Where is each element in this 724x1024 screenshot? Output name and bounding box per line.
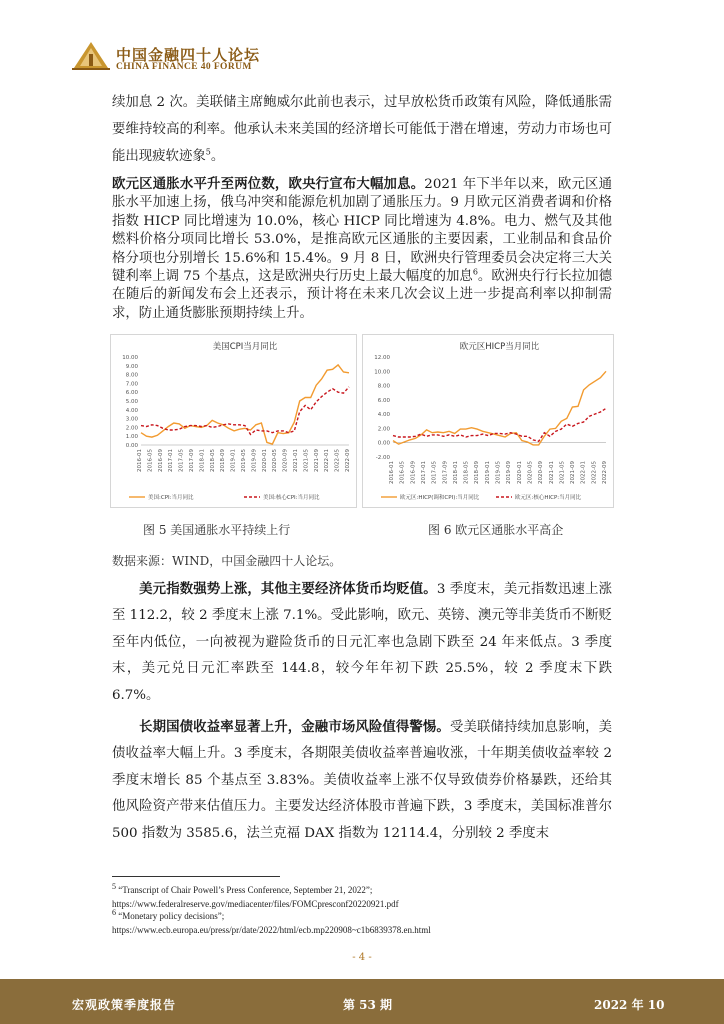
legend-label: 美国:CPI:当月同比 xyxy=(148,495,194,501)
footnote-6-url[interactable]: https://www.ecb.europa.eu/press/pr/date/2022/html/ecb.mp220908~c1b6839378.en.html xyxy=(112,925,431,935)
x-tick-label: 2020-01 xyxy=(261,449,268,472)
x-tick-label: 2021-09 xyxy=(313,449,320,472)
y-tick-label: 0.00 xyxy=(377,440,390,447)
x-tick-label: 2020-09 xyxy=(538,461,545,484)
y-tick-label: 10.00 xyxy=(122,355,138,361)
y-tick-label: 7.00 xyxy=(125,381,138,388)
y-tick-label: 2.00 xyxy=(125,425,138,432)
x-tick-label: 2016-05 xyxy=(399,461,406,484)
euro-hicp-chart xyxy=(362,334,614,508)
y-tick-label: 8.00 xyxy=(377,383,390,390)
paragraph-treasury-yields: 长期国债收益率显著上升，金融市场风险值得警惕。受美联储持续加息影响，美债收益率大幅上升。3 季度末，各期限美债收益率普遍收涨，十年期美债收益率较 2 季度末增长 85 个基点至 3.83%。美债收益率上涨不仅导致债券价格暴跌，还给其他风险资产带来估值压力。主要发达经济体股市普遍下跌，3 季度末，美国标准普尔 500 指数为 3585.6，法兰克福 DAX 指数为 12114.4，分别较 2 季度末 xyxy=(112,719,613,841)
y-tick-label: 10.00 xyxy=(374,369,390,376)
y-tick-label: 6.00 xyxy=(377,397,390,404)
y-tick-label: 2.00 xyxy=(377,426,390,433)
figure-6-caption: 图 6 欧元区通胀水平高企 xyxy=(428,523,564,537)
y-tick-label: 3.00 xyxy=(125,416,138,423)
page-header xyxy=(0,0,724,80)
x-tick-label: 2018-09 xyxy=(220,449,227,472)
footnote-ref-6[interactable]: 6 xyxy=(472,267,478,277)
x-tick-label: 2016-01 xyxy=(137,449,143,472)
x-tick-label: 2017-01 xyxy=(168,449,175,472)
x-tick-label: 2020-05 xyxy=(527,461,534,484)
x-tick-label: 2018-05 xyxy=(463,461,470,484)
y-tick-label: 0.00 xyxy=(125,443,138,449)
paragraph-heading: 长期国债收益率显著上升，金融市场风险值得警惕。 xyxy=(139,719,450,735)
series-line xyxy=(393,371,606,445)
paragraph-heading: 欧元区通胀水平升至两位数，欧央行宣布大幅加息。 xyxy=(112,176,425,192)
issue-number: 第 53 期 xyxy=(343,998,393,1012)
x-tick-label: 2021-05 xyxy=(303,449,310,472)
legend-label: 欧元区:核心HICP:当月同比 xyxy=(515,495,582,501)
x-tick-label: 2016-05 xyxy=(147,449,154,472)
org-name-cn: 中国金融四十人论坛 xyxy=(116,46,261,64)
page-number: - 4 - xyxy=(352,952,372,963)
x-tick-label: 2019-05 xyxy=(241,449,247,472)
x-tick-label: 2021-01 xyxy=(293,449,299,472)
x-tick-label: 2017-01 xyxy=(420,461,427,484)
series-line xyxy=(141,387,349,435)
x-tick-label: 2017-09 xyxy=(442,461,449,484)
y-tick-label: -2.00 xyxy=(375,455,390,461)
x-tick-label: 2020-05 xyxy=(272,449,279,472)
y-tick-label: 5.00 xyxy=(125,399,138,405)
x-tick-label: 2021-05 xyxy=(559,461,566,484)
x-tick-label: 2020-01 xyxy=(516,461,523,484)
x-tick-label: 2018-09 xyxy=(474,461,481,484)
footnote-5: $^5$ “Transcript of Chair Powell’s Press Conference, September 21, 2022”; xyxy=(112,882,373,895)
forum-logo-icon xyxy=(70,40,112,72)
x-tick-label: 2022-01 xyxy=(324,449,331,472)
x-tick-label: 2018-01 xyxy=(452,461,459,484)
x-tick-label: 2017-09 xyxy=(189,449,195,472)
x-tick-label: 2022-05 xyxy=(334,449,341,472)
legend-label: 美国:核心CPI:当月同比 xyxy=(263,495,320,501)
y-tick-label: 4.00 xyxy=(377,412,390,419)
x-tick-label: 2019-09 xyxy=(506,461,513,484)
x-tick-label: 2022-05 xyxy=(591,461,598,484)
x-tick-label: 2019-05 xyxy=(495,461,502,484)
x-tick-label: 2016-09 xyxy=(157,449,164,472)
x-tick-label: 2019-01 xyxy=(484,461,491,484)
euro-hicp-chart-svg xyxy=(363,335,613,507)
x-tick-label: 2016-09 xyxy=(410,461,417,484)
paragraph-euro-inflation: 欧元区通胀水平升至两位数，欧央行宣布大幅加息。2021 年下半年以来，欧元区通胀水平加速上扬，俄乌冲突和能源危机加剧了通胀压力。9 月欧元区消费者调和价格指数 HICP 同比增速为 10.0%，核心 HICP 同比增速为 4.8%。电力、燃气及其他燃料价格分项同比增长 53.0%，是推高欧元区通胀的主要因素，工业制品和食品价格分项也分别增长 15.6%和 15.4%。9 月 8 日，欧洲央行管理委员会决定将三大关键利率上调 75 个基点，这是欧洲央行历史上最大幅度的加息$^6$。欧洲央行行长拉加德在随后的新闻发布会上还表示，预计将在未来几次会议上进一步提高利率以抑制需求，防止通货膨胀预期持续上升。 xyxy=(112,176,612,321)
x-tick-label: 2019-09 xyxy=(251,449,258,472)
x-tick-label: 2019-01 xyxy=(230,449,237,472)
report-name: 宏观政策季度报告 xyxy=(72,998,177,1012)
series-line xyxy=(393,408,606,441)
us-cpi-chart xyxy=(110,334,357,508)
y-tick-label: 9.00 xyxy=(125,363,138,370)
footnote-ref-5[interactable]: 5 xyxy=(205,147,211,157)
footnote-6: $^6$ “Monetary policy decisions”; xyxy=(112,908,225,921)
issue-date: 2022 年 10 xyxy=(594,998,665,1012)
footnote-5-url[interactable]: https://www.federalreserve.gov/mediacenter/files/FOMCpresconf20220921.pdf xyxy=(112,899,399,909)
x-tick-label: 2017-05 xyxy=(178,449,185,472)
x-tick-label: 2022-09 xyxy=(345,449,351,472)
figure-5-caption: 图 5 美国通胀水平持续上行 xyxy=(143,523,291,537)
x-tick-label: 2018-05 xyxy=(209,449,216,472)
y-tick-label: 8.00 xyxy=(125,372,138,379)
x-tick-label: 2021-09 xyxy=(570,461,577,484)
y-tick-label: 12.00 xyxy=(374,355,390,361)
page-footer xyxy=(0,979,724,1024)
paragraph-dollar-index: 美元指数强势上涨，其他主要经济体货币均贬值。3 季度末，美元指数迅速上涨至 112.2，较 2 季度末上涨 7.1%。受此影响，欧元、英镑、澳元等非美货币不断贬至年内低位，一向被视为避险货币的日元汇率也急剧下跌至 24 年来低点。3 季度末，美元兑日元汇率跌至 144.8，较今年年初下跌 25.5%，较 2 季度末下跌 6.7%。 xyxy=(112,581,612,703)
data-source: 数据来源：WIND，中国金融四十人论坛。 xyxy=(112,554,342,568)
x-tick-label: 2020-09 xyxy=(282,449,289,472)
y-tick-label: 4.00 xyxy=(125,407,138,414)
x-tick-label: 2016-01 xyxy=(389,461,395,484)
x-tick-label: 2022-01 xyxy=(580,461,587,484)
x-tick-label: 2017-05 xyxy=(431,461,438,484)
footnote-divider xyxy=(112,876,280,877)
y-tick-label: 6.00 xyxy=(125,390,138,397)
y-tick-label: 1.00 xyxy=(125,434,138,441)
org-name-en: CHINA FINANCE 40 FORUM xyxy=(116,62,252,72)
x-tick-label: 2021-01 xyxy=(548,461,555,484)
legend-label: 欧元区:HICP(调和CPI):当月同比 xyxy=(400,495,480,501)
chart-title: 欧元区HICP当月同比 xyxy=(459,342,540,352)
us-cpi-chart-svg xyxy=(111,335,356,507)
x-tick-label: 2022-09 xyxy=(602,461,608,484)
paragraph-fed: 续加息 2 次。美联储主席鲍威尔此前也表示，过早放松货币政策有风险，降低通胀需要维持较高的利率。他承认未来美国的经济增长可能低于潜在增速，劳动力市场也可能出现疲软迹象$^5$。 xyxy=(112,95,612,164)
x-tick-label: 2018-01 xyxy=(199,449,206,472)
chart-title: 美国CPI当月同比 xyxy=(212,342,278,352)
series-line xyxy=(141,365,349,444)
paragraph-heading: 美元指数强势上涨，其他主要经济体货币均贬值。 xyxy=(139,581,437,597)
